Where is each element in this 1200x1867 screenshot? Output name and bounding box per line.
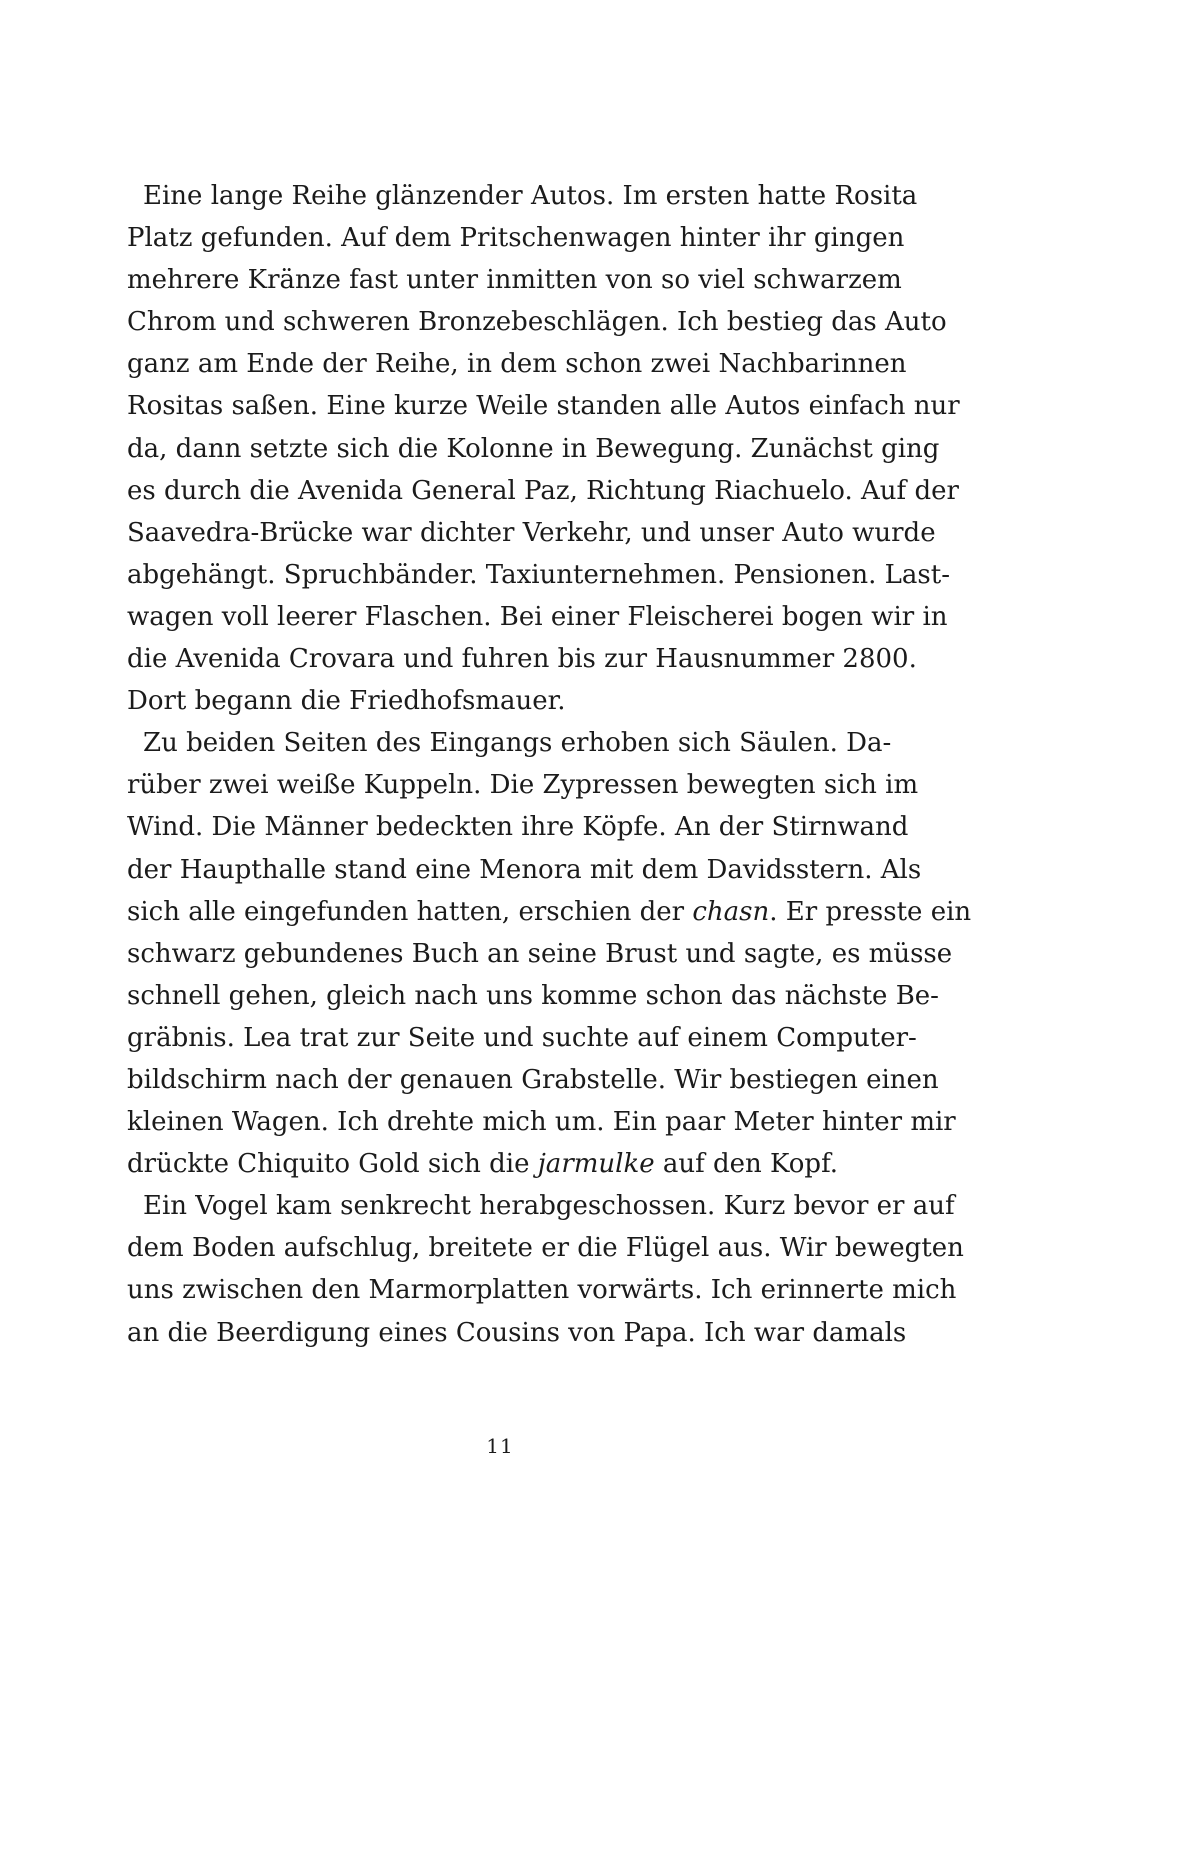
text-line: ganz am Ende der Reihe, in dem schon zwei Nachbarinnen <box>127 349 907 380</box>
text-line: mehrere Kränze fast unter inmitten von so viel schwarzem <box>127 265 902 296</box>
text-line: Saavedra-Brücke war dichter Verkehr, und unser Auto wurde <box>127 517 936 548</box>
text-line: schwarz gebundenes Buch an seine Brust und sagte, es müsse <box>127 938 953 969</box>
text-line: drückte Chiquito Gold sich die jarmulke auf den Kopf. <box>127 1149 839 1180</box>
text-line: Ein Vogel kam senkrecht herabgeschossen. Kurz bevor er auf <box>143 1191 955 1222</box>
text-line: bildschirm nach der genauen Grabstelle. Wir bestiegen einen <box>127 1064 939 1095</box>
text-line: sich alle eingefunden hatten, erschien der chasn. Er presste ein <box>127 896 972 927</box>
text-line: Eine lange Reihe glänzender Autos. Im ersten hatte Rosita <box>143 181 918 211</box>
text-line: Platz gefunden. Auf dem Pritschenwagen hinter ihr gingen <box>127 223 905 254</box>
text-line: abgehängt. Spruchbänder. Taxiunternehmen. Pensionen. Last- <box>127 559 951 590</box>
text-line: uns zwischen den Marmorplatten vorwärts. Ich erinnerte mich <box>127 1275 957 1306</box>
body-text <box>127 175 972 1354</box>
page-number: 11 <box>486 1434 514 1458</box>
text-line: es durch die Avenida General Paz, Richtung Riachuelo. Auf der <box>127 475 959 506</box>
paragraph-3 <box>127 1185 964 1353</box>
text-line: Zu beiden Seiten des Eingangs erhoben sich Säulen. Da- <box>143 728 892 759</box>
text-line: die Avenida Crovara und fuhren bis zur Hausnummer 2800. <box>127 644 917 675</box>
text-line: gräbnis. Lea trat zur Seite und suchte auf einem Computer- <box>127 1022 917 1053</box>
text-line: Wind. Die Männer bedeckten ihre Köpfe. An der Stirnwand <box>127 812 909 843</box>
text-line: kleinen Wagen. Ich drehte mich um. Ein paar Meter hinter mir <box>127 1107 956 1138</box>
text-line: Rositas saßen. Eine kurze Weile standen alle Autos einfach nur <box>127 391 960 422</box>
text-line: an die Beerdigung eines Cousins von Papa. Ich war damals <box>127 1317 907 1348</box>
text-line: da, dann setzte sich die Kolonne in Bewegung. Zunächst ging <box>127 433 940 464</box>
italic-term-jarmulke: jarmulke <box>537 1149 655 1180</box>
text-line: Chrom und schweren Bronzebeschlägen. Ich bestieg das Auto <box>127 307 947 338</box>
text-line: dem Boden aufschlug, breitete er die Flügel aus. Wir bewegten <box>127 1233 964 1264</box>
text-line: schnell gehen, gleich nach uns komme schon das nächste Be- <box>127 980 939 1011</box>
paragraph-1 <box>127 175 960 722</box>
text-line: rüber zwei weiße Kuppeln. Die Zypressen bewegten sich im <box>127 770 919 801</box>
paragraph-2 <box>127 722 972 1185</box>
text-line: Dort begann die Friedhofsmauer. <box>127 686 566 717</box>
italic-term-chasn: chasn <box>692 896 770 927</box>
text-line: wagen voll leerer Flaschen. Bei einer Fleischerei bogen wir in <box>127 601 948 632</box>
text-line: der Haupthalle stand eine Menora mit dem Davidsstern. Als <box>127 854 922 885</box>
